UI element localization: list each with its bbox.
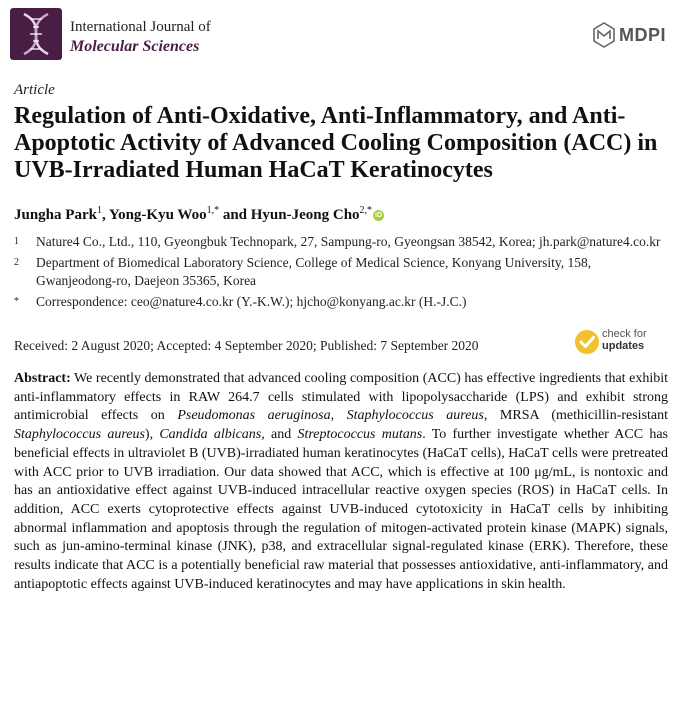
correspondence-text: Correspondence: ceo@nature4.co.kr (Y.-K.W.); hjcho@konyang.ac.kr (H.-J.C.) [36, 294, 467, 309]
author-affiliation-marker: 1 [96, 205, 102, 216]
article-title: Regulation of Anti-Oxidative, Anti-Inflammatory, and Anti-Apoptotic Activity of Advanced Cooling Composition (ACC) in UVB-Irradiated Human HaCaT Keratinocytes [14, 103, 658, 183]
journal-name-line1: International Journal of [70, 19, 211, 35]
abstract-text: We recently demonstrated that advanced cooling composition (ACC) has effective ingredients that exhibit anti-inflammatory effects in RAW 264.7 cells stimulated with lipopolysaccharide (LPS) and exhibit strong antimicrobial effects on [14, 371, 668, 424]
species-name: Staphylococcus aureus [346, 408, 484, 424]
journal-name-line2: Molecular Sciences [70, 38, 200, 55]
abstract-text: , MRSA (methicillin-resistant [483, 408, 669, 424]
journal-name [70, 18, 211, 56]
species-name: Streptococcus mutans [297, 427, 423, 443]
article-type-label: Article [14, 82, 55, 98]
author-separator: , [101, 207, 109, 223]
check-updates-icon [574, 329, 600, 355]
affiliation-marker: * [14, 296, 19, 307]
author-name: Yong-Kyu Woo [108, 207, 207, 223]
check-for-updates-button[interactable] [574, 326, 666, 360]
orcid-icon[interactable]: iD [375, 212, 383, 219]
check-updates-line2: updates [602, 340, 645, 352]
author-affiliation-marker: 2,* [359, 205, 373, 216]
check-updates-line1: check for [602, 328, 647, 340]
affiliation-list [14, 233, 668, 311]
species-name: Staphylococcus aureus [14, 427, 145, 443]
publisher-logo [593, 20, 666, 50]
abstract-label: Abstract: [14, 371, 71, 386]
article-front-matter [14, 82, 668, 594]
abstract [14, 370, 668, 594]
abstract-text: , [330, 408, 347, 424]
journal-header [8, 6, 672, 66]
author-list [14, 201, 668, 225]
affiliation-marker: 1 [14, 236, 19, 247]
species-name: Candida albicans [159, 427, 262, 443]
affiliation-item [14, 233, 668, 251]
abstract-text: . To further investigate whether ACC has beneficial effects in ultraviolet B (UVB)-irradiated human keratinocytes (HaCaT cells), HaCaT cells were pretreated with ACC prior to UVB irradiation. Our data showed that ACC, which is effective at 100 μg/mL, is nontoxic and has an antioxidative effect against UVB-induced intracellular reactive oxygen species (ROS) in HaCaT cells. In addition, ACC exerts cytoprotective effects against UVB-induced cytotoxicity in HaCaT cells by inhibiting abnormal inflammation and apoptosis through the regulation of mitogen-activated protein kinase (MAPK) signals, such as jun-amino-terminal kinase (JNK), p38, and extracellular signal-regulated kinase (ERK). Therefore, these results indicate that ACC is a potentially beneficial raw material that possesses antioxidative, anti-inflammatory, and antiapoptotic effects against UVB-induced keratinocytes and may have applications in skin health. [14, 427, 669, 592]
author-name: Hyun-Jeong Cho [250, 207, 360, 223]
author-affiliation-marker: 1,* [206, 205, 220, 216]
abstract-body [14, 371, 668, 592]
check-updates-label [602, 328, 647, 352]
publisher-name: MDPI [619, 24, 666, 45]
dna-helix-icon [10, 8, 62, 60]
affiliation-item [14, 254, 668, 290]
author-separator: and [219, 207, 251, 223]
affiliation-text: Department of Biomedical Laboratory Science, College of Medical Science, Konyang University, 158, Gwanjeodong-ro, Daejeon 35365, Korea [36, 255, 592, 288]
mdpi-logo-icon [593, 22, 615, 48]
author-name: Jungha Park [14, 207, 97, 223]
abstract-text: , and [261, 427, 298, 443]
affiliation-text: Nature4 Co., Ltd., 110, Gyeongbuk Technopark, 27, Sampung-ro, Gyeongsan 38542, Korea; jh.park@nature4.co.kr [36, 234, 661, 249]
affiliation-marker: 2 [14, 257, 19, 268]
dates-row [14, 326, 668, 360]
publication-dates: Received: 2 August 2020; Accepted: 4 September 2020; Published: 7 September 2020 [14, 338, 479, 353]
abstract-text: ), [144, 427, 160, 443]
species-name: Pseudomonas aeruginosa [177, 408, 331, 424]
affiliation-item [14, 293, 668, 311]
